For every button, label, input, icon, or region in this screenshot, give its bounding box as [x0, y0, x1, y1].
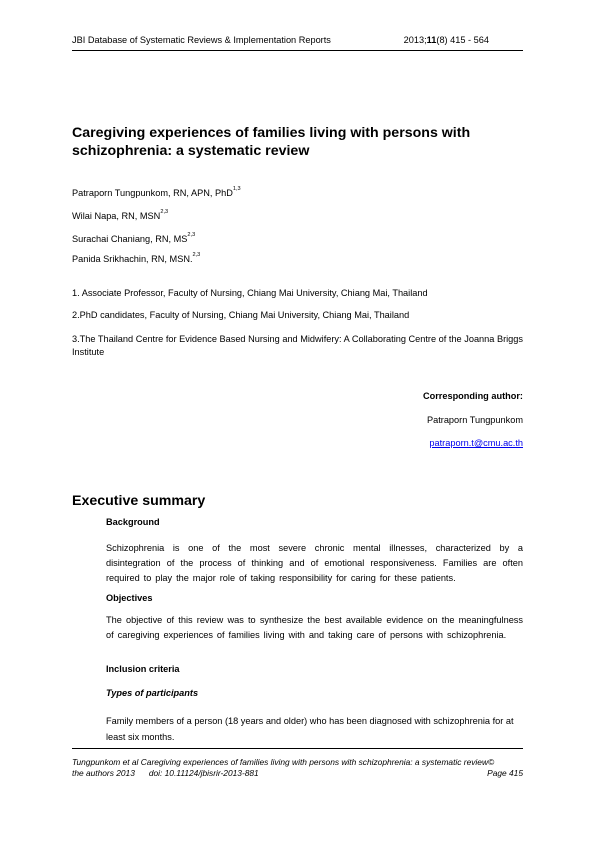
journal-name: JBI Database of Systematic Reviews & Implementation Reports [72, 35, 331, 45]
running-header [72, 32, 523, 51]
author-2: Wilai Napa, RN, MSN$^{2,3}$ [72, 209, 169, 221]
paper-title: Caregiving experiences of families living with persons with schizophrenia: a systematic review [72, 125, 471, 159]
participants-heading: Types of participants [106, 688, 199, 698]
section-heading: Executive summary [72, 493, 206, 509]
page-number: Page 415 [487, 767, 523, 778]
author-3: Surachai Chaniang, RN, MS$^{2,3}$ [72, 232, 196, 244]
page-footer [72, 748, 523, 779]
footer-doi: the authors 2013 doi: 10.11124/jbisrir-2013-881 [72, 767, 259, 778]
corresponding-label: Corresponding author: [422, 391, 523, 401]
objectives-paragraph: The objective of this review was to synthesize the best available evidence on the meaningfulness of caregiving experiences of families living with and taking care of persons with schizophrenia. [106, 615, 523, 640]
affiliation-3: 3.The Thailand Centre for Evidence Based Nursing and Midwifery: A Collaborating Centre of the Joanna Briggs Institute [72, 334, 523, 357]
author-1: Patraporn Tungpunkom, RN, APN, PhD$^{1,3}$ [72, 186, 241, 198]
participants-paragraph: Family members of a person (18 years and older) who has been diagnosed with schizophrenia for at least six months. [106, 716, 514, 742]
background-heading: Background [106, 517, 160, 527]
objectives-heading: Objectives [106, 593, 153, 603]
affiliation-1: 1. Associate Professor, Faculty of Nursing, Chiang Mai University, Chiang Mai, Thailand [72, 288, 428, 298]
footer-row [72, 768, 523, 779]
citation: 2013;11(8) 415 - 564 [403, 35, 489, 45]
footer-citation: Tungpunkom et al Caregiving experiences of families living with persons with schizophrenia: a systematic review© [72, 757, 495, 767]
corresponding-email[interactable]: patraporn.t@cmu.ac.th [429, 438, 523, 448]
affiliation-2: 2.PhD candidates, Faculty of Nursing, Chiang Mai University, Chiang Mai, Thailand [72, 310, 410, 320]
author-4: Panida Srikhachin, RN, MSN.$^{2,3}$ [72, 252, 201, 264]
inclusion-heading: Inclusion criteria [106, 664, 180, 674]
corresponding-name: Patraporn Tungpunkom [426, 415, 523, 425]
background-paragraph: Schizophrenia is one of the most severe chronic mental illnesses, characterized by a disintegration of the process of thinking and of emotional responsiveness. Families are often required to play the major role of taking responsibility for caring for these patients. [106, 543, 523, 583]
